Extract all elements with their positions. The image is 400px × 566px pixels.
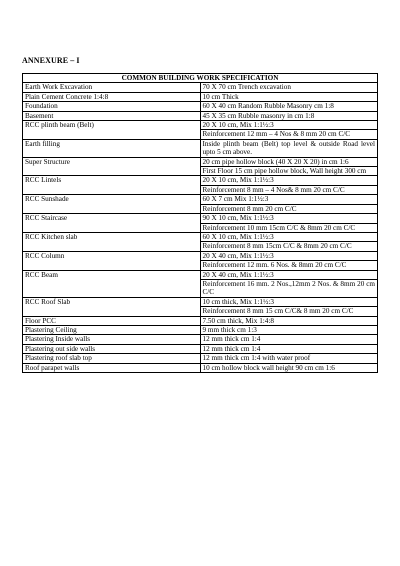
table-row (23, 214, 378, 223)
item-cell: Plastering Ceiling (23, 325, 201, 334)
spec-cell: 9 mm thick cm 1:3 (200, 325, 378, 334)
spec-cell: 20 X 10 cm, Mix 1:1½:3 (200, 176, 378, 185)
table-row (23, 83, 378, 92)
spec-cell: Inside plinth beam (Belt) top level & outside Road level upto 5 cm above. (200, 139, 378, 157)
spec-cell: 20 X 10 cm, Mix 1:1½:3 (200, 121, 378, 130)
item-cell: RCC Staircase (23, 214, 201, 233)
spec-cell: Reinforcement 16 mm. 2 Nos.,12mm 2 Nos. & 8mm 20 cm C/C (200, 279, 378, 297)
item-cell: Plain Cement Concrete 1:4:8 (23, 92, 201, 101)
specification-table (22, 73, 378, 373)
item-cell: Plastering out side walls (23, 344, 201, 353)
spec-cell: 60 X 10 cm, Mix 1:1½:3 (200, 232, 378, 241)
table-row (23, 157, 378, 166)
table-row (23, 270, 378, 279)
item-cell: RCC Sunshade (23, 195, 201, 214)
spec-cell: 12 mm thick cm 1:4 (200, 344, 378, 353)
table-row (23, 316, 378, 325)
table-row (23, 176, 378, 185)
table-row (23, 335, 378, 344)
spec-cell: Reinforcement 8 mm 15cm C/C & 8mm 20 cm C/C (200, 242, 378, 251)
item-cell: Plastering roof slab top (23, 354, 201, 363)
spec-cell: 20 cm pipe hollow block (40 X 20 X 20) in cm 1:6 (200, 157, 378, 166)
item-cell: Earth filling (23, 139, 201, 157)
table-row (23, 354, 378, 363)
item-cell: Super Structure (23, 157, 201, 176)
spec-cell: First Floor 15 cm pipe hollow block, Wall height 300 cm (200, 167, 378, 176)
table-title: COMMON BUILDING WORK SPECIFICATION (23, 74, 378, 83)
annexure-heading: ANNEXURE – I (22, 56, 80, 65)
spec-cell: Reinforcement 12 mm – 4 Nos & 8 mm 20 cm C/C (200, 130, 378, 139)
item-cell: RCC Lintels (23, 176, 201, 195)
spec-cell: 45 X 35 cm Rubble masonry in cm 1:8 (200, 111, 378, 120)
table-row (23, 344, 378, 353)
table-row (23, 297, 378, 306)
spec-cell: Reinforcement 8 mm – 4 Nos& 8 mm 20 cm C/C (200, 185, 378, 194)
spec-cell: Reinforcement 12 mm. 6 Nos. & 8mm 20 cm C/C (200, 261, 378, 270)
spec-cell: 60 X 40 cm Random Rubble Masonry cm 1:8 (200, 102, 378, 111)
spec-cell: Reinforcement 8 mm 20 cm C/C (200, 204, 378, 213)
spec-cell: 7.50 cm thick, Mix 1:4:8 (200, 316, 378, 325)
table-row (23, 111, 378, 120)
table-title-row (23, 74, 378, 83)
item-cell: Earth Work Excavation (23, 83, 201, 92)
spec-cell: 12 mm thick cm 1:4 with water proof (200, 354, 378, 363)
spec-cell: 70 X 70 cm Trench excavation (200, 83, 378, 92)
spec-cell: 10 cm hollow block wall height 90 cm cm 1:6 (200, 363, 378, 372)
item-cell: RCC Kitchen slab (23, 232, 201, 251)
spec-cell: Reinforcement 8 mm 15 cm C/C& 8 mm 20 cm C/C (200, 307, 378, 316)
spec-cell: Reinforcement 10 mm 15cm C/C & 8mm 20 cm C/C (200, 223, 378, 232)
table-row (23, 325, 378, 334)
table-row (23, 363, 378, 372)
spec-cell: 60 X 7 cm Mix 1:1½:3 (200, 195, 378, 204)
item-cell: RCC Column (23, 251, 201, 270)
item-cell: RCC Roof Slab (23, 297, 201, 316)
item-cell: RCC plinth beam (Belt) (23, 121, 201, 140)
item-cell: Foundation (23, 102, 201, 111)
spec-cell: 12 mm thick cm 1:4 (200, 335, 378, 344)
table-row (23, 102, 378, 111)
table-row (23, 92, 378, 101)
spec-cell: 10 cm thick, Mix 1:1½:3 (200, 297, 378, 306)
spec-cell: 90 X 10 cm, Mix 1:1½:3 (200, 214, 378, 223)
spec-cell: 10 cm Thick (200, 92, 378, 101)
table-row (23, 195, 378, 204)
item-cell: Floor PCC (23, 316, 201, 325)
spec-cell: 20 X 40 cm, Mix 1:1½:3 (200, 251, 378, 260)
item-cell: Plastering Inside walls (23, 335, 201, 344)
table-row (23, 251, 378, 260)
item-cell: Roof parapet walls (23, 363, 201, 372)
table-row (23, 121, 378, 130)
table-row (23, 232, 378, 241)
item-cell: RCC Beam (23, 270, 201, 297)
table-row (23, 139, 378, 157)
item-cell: Basement (23, 111, 201, 120)
spec-cell: 20 X 40 cm, Mix 1:1½:3 (200, 270, 378, 279)
